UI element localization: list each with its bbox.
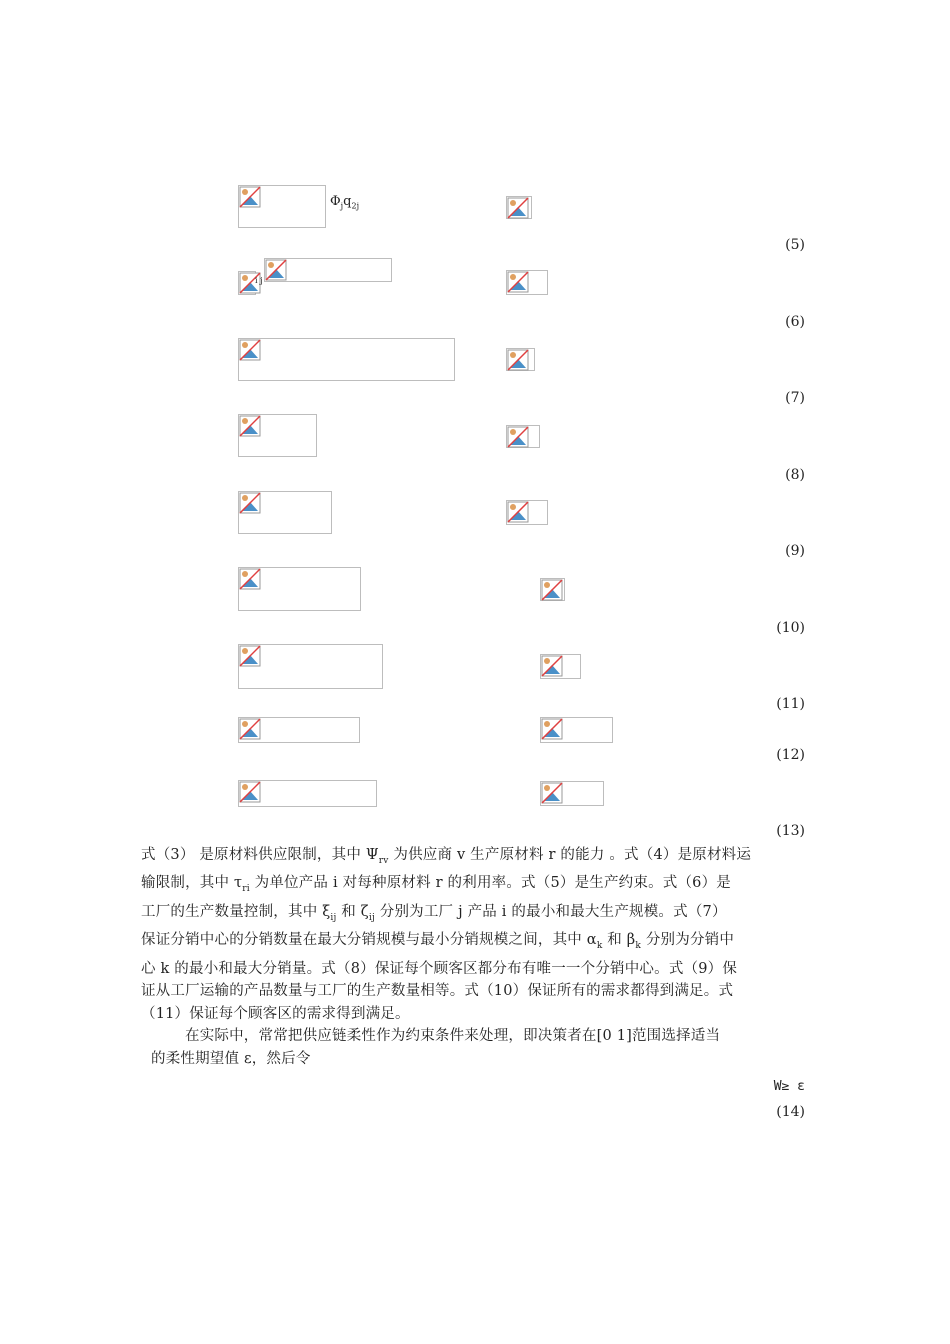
formula-image-13-left	[238, 780, 377, 807]
para2-line-1: 在实际中，常常把供应链柔性作为约束条件来处理，即决策者在[0 1]范围选择适当	[185, 1028, 721, 1044]
para1-line-5: 心 k 的最小和最大分销量。式（8）保证每个顾客区都分布有唯一一个分销中心。式（9）保	[141, 960, 738, 977]
broken-image-icon	[541, 782, 563, 804]
equation-number-10: (10)	[776, 620, 805, 636]
broken-image-icon	[239, 339, 261, 361]
broken-image-icon	[541, 718, 563, 740]
formula-image-6-left-a	[238, 271, 256, 295]
inline-subscript-6	[255, 276, 263, 285]
broken-image-icon	[239, 781, 261, 803]
phi-subscript: j	[340, 201, 344, 211]
formula-image-11-right	[540, 654, 581, 679]
broken-image-icon	[507, 197, 529, 219]
q-subscript: 2j	[351, 201, 360, 211]
flexibility-constraint-paragraph	[141, 1025, 811, 1070]
formula-14-expression: W≥ ε	[773, 1079, 805, 1094]
broken-image-icon	[239, 186, 261, 208]
equation-number-9: (9)	[785, 543, 805, 559]
broken-image-icon	[541, 579, 563, 601]
formula-image-12-left	[238, 717, 360, 743]
formula-image-10-right	[540, 578, 565, 601]
broken-image-icon	[507, 271, 529, 293]
phi-symbol: Φ	[330, 194, 341, 209]
formula-image-9-right	[506, 500, 548, 525]
para1-line-1: 式（3） 是原材料供应限制，其中 $\Psi_{rv}$ 为供应商 v 生产原材料 r 的能力 。式（4）是原材料运	[141, 847, 752, 866]
formula-image-9-left	[238, 491, 332, 534]
broken-image-icon	[507, 426, 529, 448]
broken-image-icon	[239, 645, 261, 667]
formula-image-13-right	[540, 781, 604, 806]
broken-image-icon	[541, 655, 563, 677]
para1-line-7: （11）保证每个顾客区的需求得到满足。	[141, 1005, 410, 1022]
para1-line-6: 证从工厂运输的产品数量与工厂的生产数量相等。式（10）保证所有的需求都得到满足。式	[141, 983, 734, 1000]
constraint-explanation-paragraph	[141, 844, 811, 1025]
equation-number-6: (6)	[785, 314, 805, 330]
equation-number-13: (13)	[776, 823, 805, 839]
broken-image-icon	[239, 718, 261, 740]
inline-formula-5	[330, 194, 359, 211]
equation-number-5: (5)	[785, 237, 805, 253]
formula-image-7-right	[506, 348, 535, 371]
formula-image-5-left	[238, 185, 326, 228]
broken-image-icon	[239, 492, 261, 514]
broken-image-icon	[239, 415, 261, 437]
equation-number-14: (14)	[776, 1104, 805, 1120]
formula-image-10-left	[238, 567, 361, 611]
equation-number-8: (8)	[785, 467, 805, 483]
q-symbol: q	[343, 194, 352, 209]
formula-image-8-left	[238, 414, 317, 457]
formula-image-7-left	[238, 338, 455, 381]
formula-image-5-right	[506, 196, 532, 219]
ij-subscript: i j	[255, 276, 263, 285]
para1-line-4: 保证分销中心的分销数量在最大分销规模与最小分销规模之间，其中 $\alpha_k$ 和 $\beta_k$ 分别为分销中	[141, 932, 735, 952]
formula-image-8-right	[506, 425, 540, 448]
formula-image-12-right	[540, 717, 613, 743]
formula-image-6-right	[506, 270, 548, 295]
broken-image-icon	[239, 568, 261, 590]
para1-line-2: 输限制，其中 $\tau_{ri}$ 为单位产品 i 对每种原材料 r 的利用率。式（5）是生产约束。式（6）是	[141, 875, 731, 895]
broken-image-icon	[507, 349, 529, 371]
broken-image-icon	[265, 259, 287, 281]
equation-number-12: (12)	[776, 747, 805, 763]
para1-line-3: 工厂的生产数量控制，其中 $\xi_{ij}$ 和 $\zeta_{ij}$ 分别为工厂 j 产品 i 的最小和最大生产规模。式（7）	[141, 903, 727, 923]
formula-image-6-left-b	[264, 258, 392, 282]
para2-line-2: 的柔性期望值 ε，然后令	[151, 1050, 311, 1067]
equation-number-11: (11)	[776, 696, 805, 712]
broken-image-icon	[507, 501, 529, 523]
formula-image-11-left	[238, 644, 383, 689]
equation-number-7: (7)	[785, 390, 805, 406]
